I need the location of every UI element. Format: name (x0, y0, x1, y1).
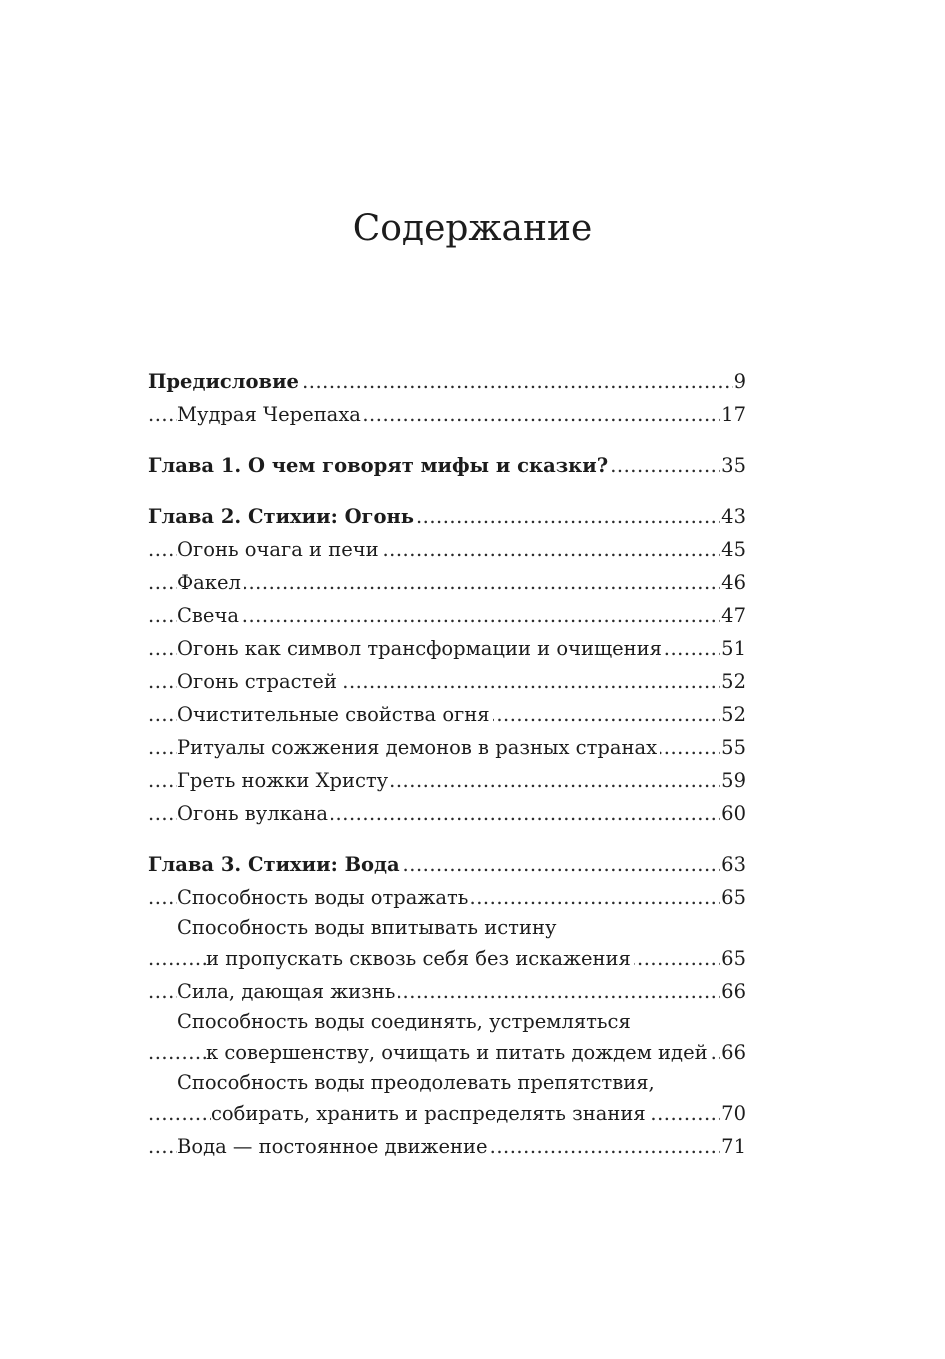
toc-entry[interactable] (148, 665, 746, 698)
toc-entry-page: 46 (720, 566, 746, 599)
toc-entry[interactable] (148, 1036, 746, 1069)
toc-entry-title: к совершенству, очищать и питать дождем идей (206, 1036, 711, 1069)
section-gap (148, 482, 746, 500)
toc-entry-page: 66 (720, 975, 746, 1008)
toc-entry-title: и пропускать сквозь себя без искажения (206, 942, 634, 975)
toc-entry-first-line[interactable] (148, 1069, 746, 1097)
toc-entry[interactable] (148, 449, 746, 482)
page-title: Содержание (352, 208, 593, 249)
table-of-contents (148, 365, 746, 1163)
toc-entry[interactable] (148, 764, 746, 797)
toc-entry[interactable] (148, 398, 746, 431)
section-gap (148, 830, 746, 848)
toc-entry-page: 45 (720, 533, 746, 566)
toc-entry-title: Мудрая Черепаха (177, 398, 364, 431)
toc-entry-page: 52 (720, 665, 746, 698)
toc-entry-page: 60 (720, 797, 746, 830)
toc-entry[interactable] (148, 500, 746, 533)
toc-entry-title: Огонь вулкана (177, 797, 331, 830)
toc-entry-page: 9 (733, 365, 746, 398)
toc-entry-title: Глава 3. Стихии: Вода (148, 848, 403, 881)
toc-entry[interactable] (148, 975, 746, 1008)
toc-entry-title: Способность воды впитывать истину (177, 914, 559, 942)
toc-entry-title: Огонь как символ трансформации и очищения (177, 632, 665, 665)
toc-entry-page: 66 (720, 1036, 746, 1069)
toc-entry-page: 43 (720, 500, 746, 533)
toc-entry[interactable] (148, 797, 746, 830)
toc-entry-page: 17 (720, 398, 746, 431)
toc-entry-page: 70 (720, 1097, 746, 1130)
toc-entry-title: Способность воды отражать (177, 881, 471, 914)
toc-entry-page: 52 (720, 698, 746, 731)
toc-entry[interactable] (148, 365, 746, 398)
toc-entry[interactable] (148, 632, 746, 665)
toc-entry[interactable] (148, 1130, 746, 1163)
section-gap (148, 431, 746, 449)
toc-entry-page: 65 (720, 881, 746, 914)
toc-entry[interactable] (148, 1097, 746, 1130)
toc-entry[interactable] (148, 731, 746, 764)
toc-entry-title: Свеча (177, 599, 242, 632)
toc-entry-page: 55 (720, 731, 746, 764)
toc-entry-page: 47 (720, 599, 746, 632)
toc-entry-title: Способность воды соединять, устремляться (177, 1008, 634, 1036)
toc-entry[interactable] (148, 599, 746, 632)
toc-entry-page: 59 (720, 764, 746, 797)
toc-entry[interactable] (148, 942, 746, 975)
toc-entry-title: Греть ножки Христу (177, 764, 391, 797)
toc-entry-title: Способность воды преодолевать препятствия, (177, 1069, 658, 1097)
toc-entry-title: Предисловие (148, 365, 302, 398)
toc-entry-title: Факел (177, 566, 244, 599)
toc-entry-title: Огонь страстей (177, 665, 340, 698)
toc-entry-first-line[interactable] (148, 914, 746, 942)
toc-entry-page: 63 (720, 848, 746, 881)
toc-entry-page: 51 (720, 632, 746, 665)
toc-entry-page: 65 (720, 942, 746, 975)
toc-entry[interactable] (148, 533, 746, 566)
toc-entry[interactable] (148, 698, 746, 731)
toc-entry-title: Глава 2. Стихии: Огонь (148, 500, 417, 533)
toc-entry[interactable] (148, 848, 746, 881)
toc-entry-title: Ритуалы сожжения демонов в разных странах (177, 731, 660, 764)
toc-entry-first-line[interactable] (148, 1008, 746, 1036)
toc-entry-page: 35 (720, 449, 746, 482)
toc-entry-title: Вода — постоянное движение (177, 1130, 491, 1163)
toc-entry-title: собирать, хранить и распределять знания (211, 1097, 649, 1130)
toc-entry-title: Огонь очага и печи (177, 533, 382, 566)
toc-entry[interactable] (148, 881, 746, 914)
toc-entry[interactable] (148, 566, 746, 599)
toc-entry-title: Глава 1. О чем говорят мифы и сказки? (148, 449, 611, 482)
toc-entry-page: 71 (720, 1130, 746, 1163)
toc-entry-title: Очистительные свойства огня (177, 698, 493, 731)
toc-entry-title: Сила, дающая жизнь (177, 975, 398, 1008)
